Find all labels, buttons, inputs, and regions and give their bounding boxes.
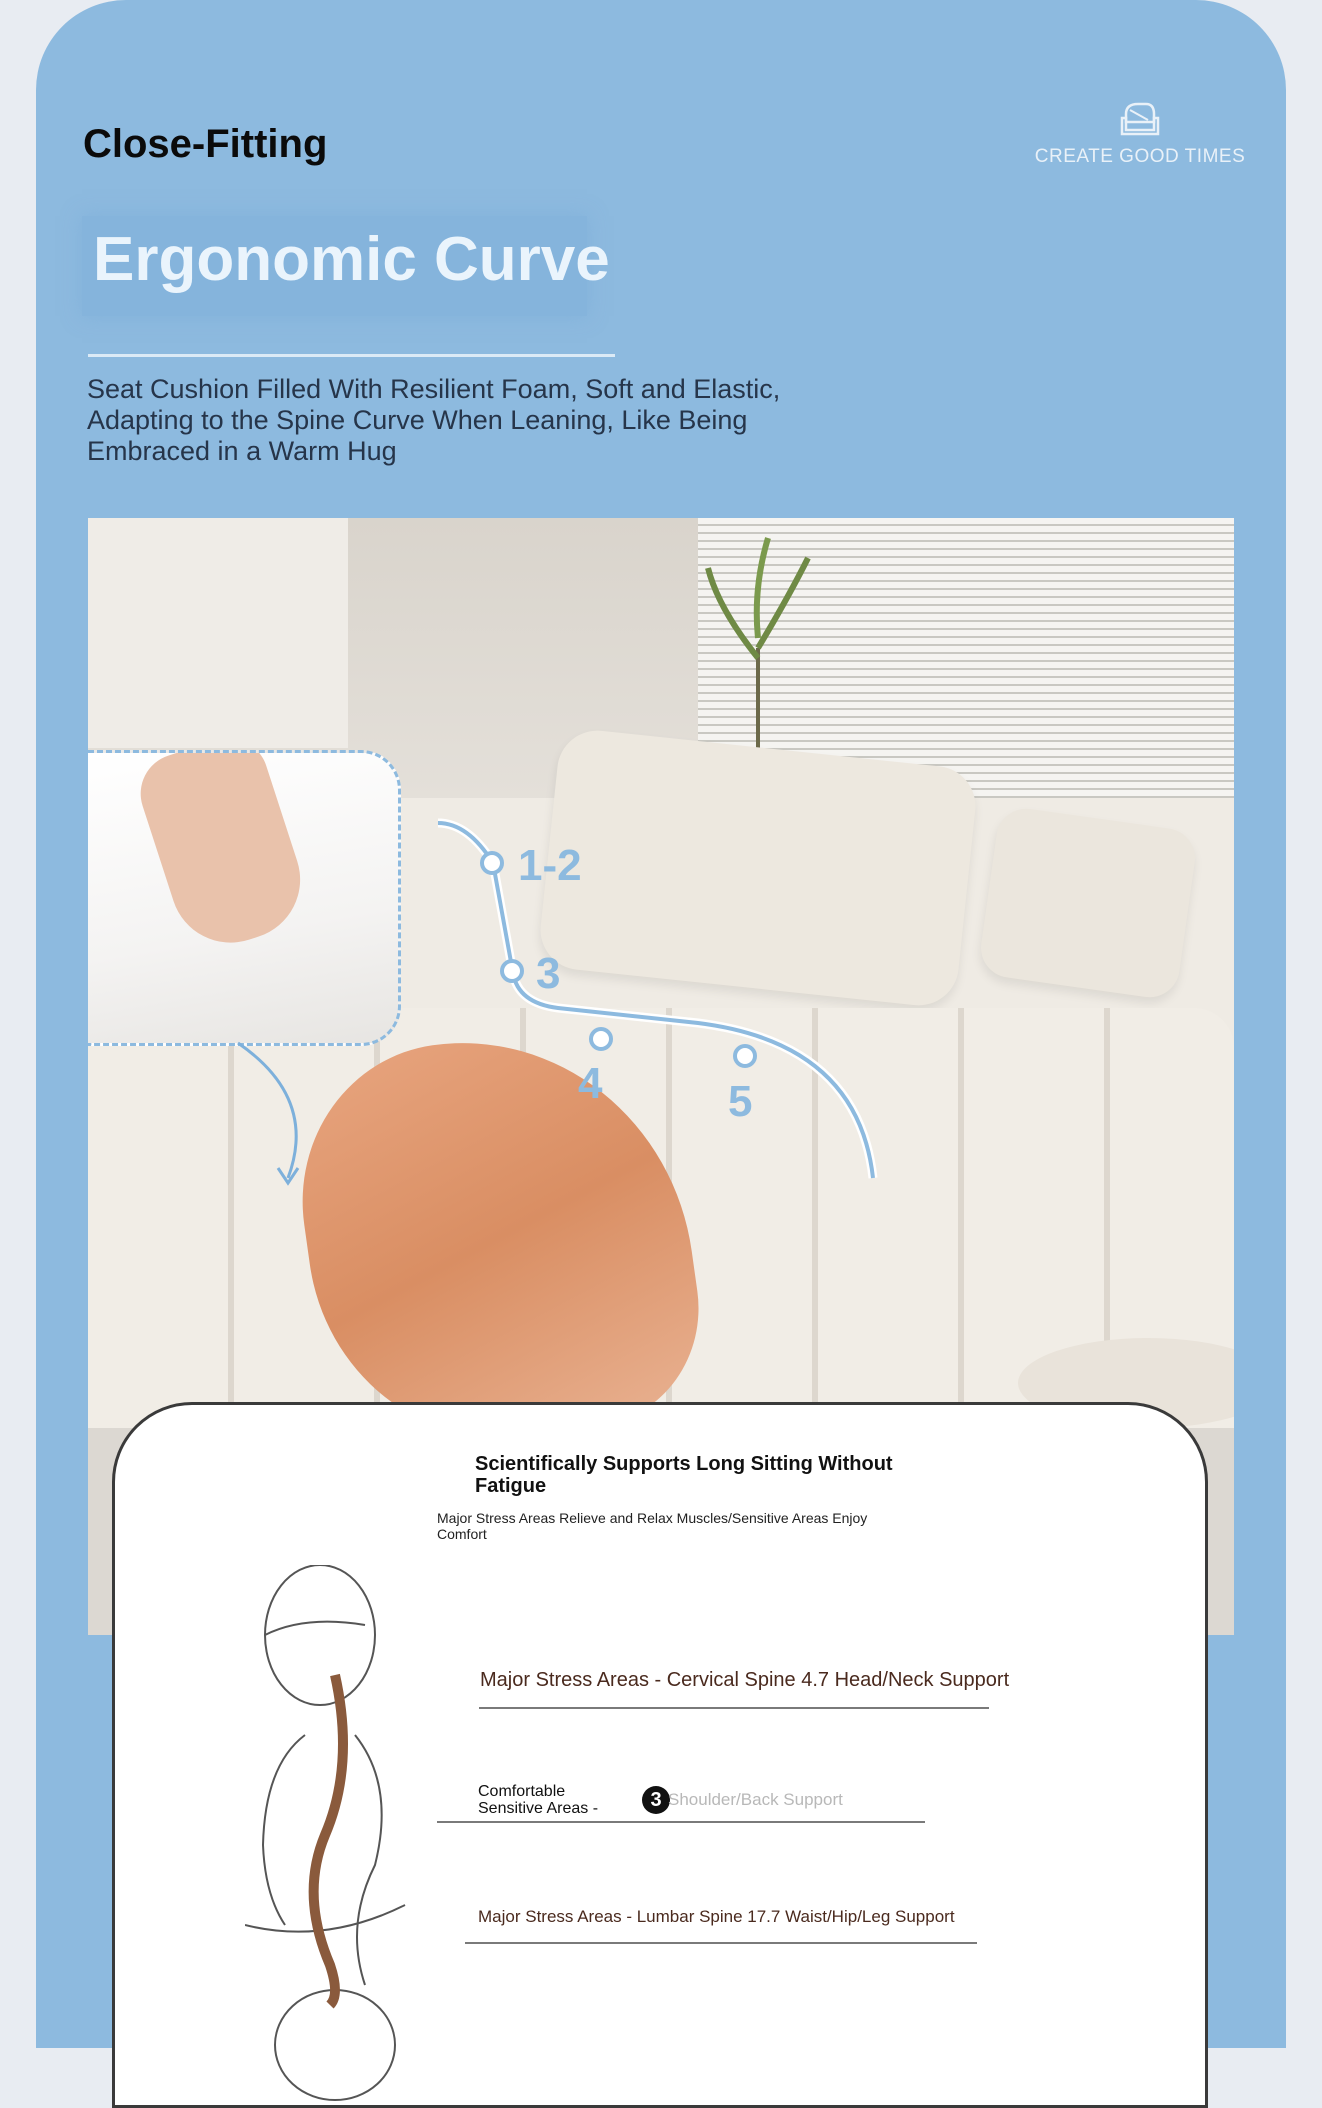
panel-subtitle: Major Stress Areas Relieve and Relax Muscles/Sensitive Areas Enjoy Comfort (437, 1510, 868, 1542)
divider (88, 354, 615, 357)
lumbar-support-label: Major Stress Areas - Lumbar Spine 17.7 Waist/Hip/Leg Support (478, 1907, 955, 1926)
spine-label: 3 (536, 949, 561, 998)
spine-point-3 (591, 1029, 611, 1049)
seated-body-icon (245, 1565, 465, 2105)
spine-label: 1-2 (518, 841, 582, 890)
support-panel (112, 1402, 1208, 2108)
headline: Ergonomic Curve (93, 225, 610, 294)
divider (465, 1942, 977, 1944)
panel-title: Scientifically Supports Long Sitting Without Fatigue (475, 1453, 893, 1497)
armchair-icon (1118, 100, 1162, 140)
sensitive-areas-label: Comfortable Sensitive Areas - (478, 1783, 599, 1817)
spine-point-1 (482, 853, 502, 873)
spine-point-2 (502, 961, 522, 981)
spine-label: 4 (578, 1059, 603, 1108)
number-badge: 3 (642, 1786, 670, 1814)
divider (437, 1821, 925, 1823)
description: Seat Cushion Filled With Resilient Foam, Soft and Elastic, Adapting to the Spine Curve When Leaning, Like Being Embraced in a Warm Hug (87, 374, 781, 466)
brand-logo (1020, 100, 1260, 168)
spine-point-4 (735, 1046, 755, 1066)
page-title: Close-Fitting (83, 122, 328, 166)
brand-tagline: CREATE GOOD TIMES (1034, 146, 1246, 167)
cervical-support-label: Major Stress Areas - Cervical Spine 4.7 Head/Neck Support (480, 1669, 1010, 1691)
shoulder-support-label: Shoulder/Back Support (668, 1790, 843, 1809)
divider (479, 1707, 989, 1709)
spine-label: 5 (728, 1077, 753, 1126)
